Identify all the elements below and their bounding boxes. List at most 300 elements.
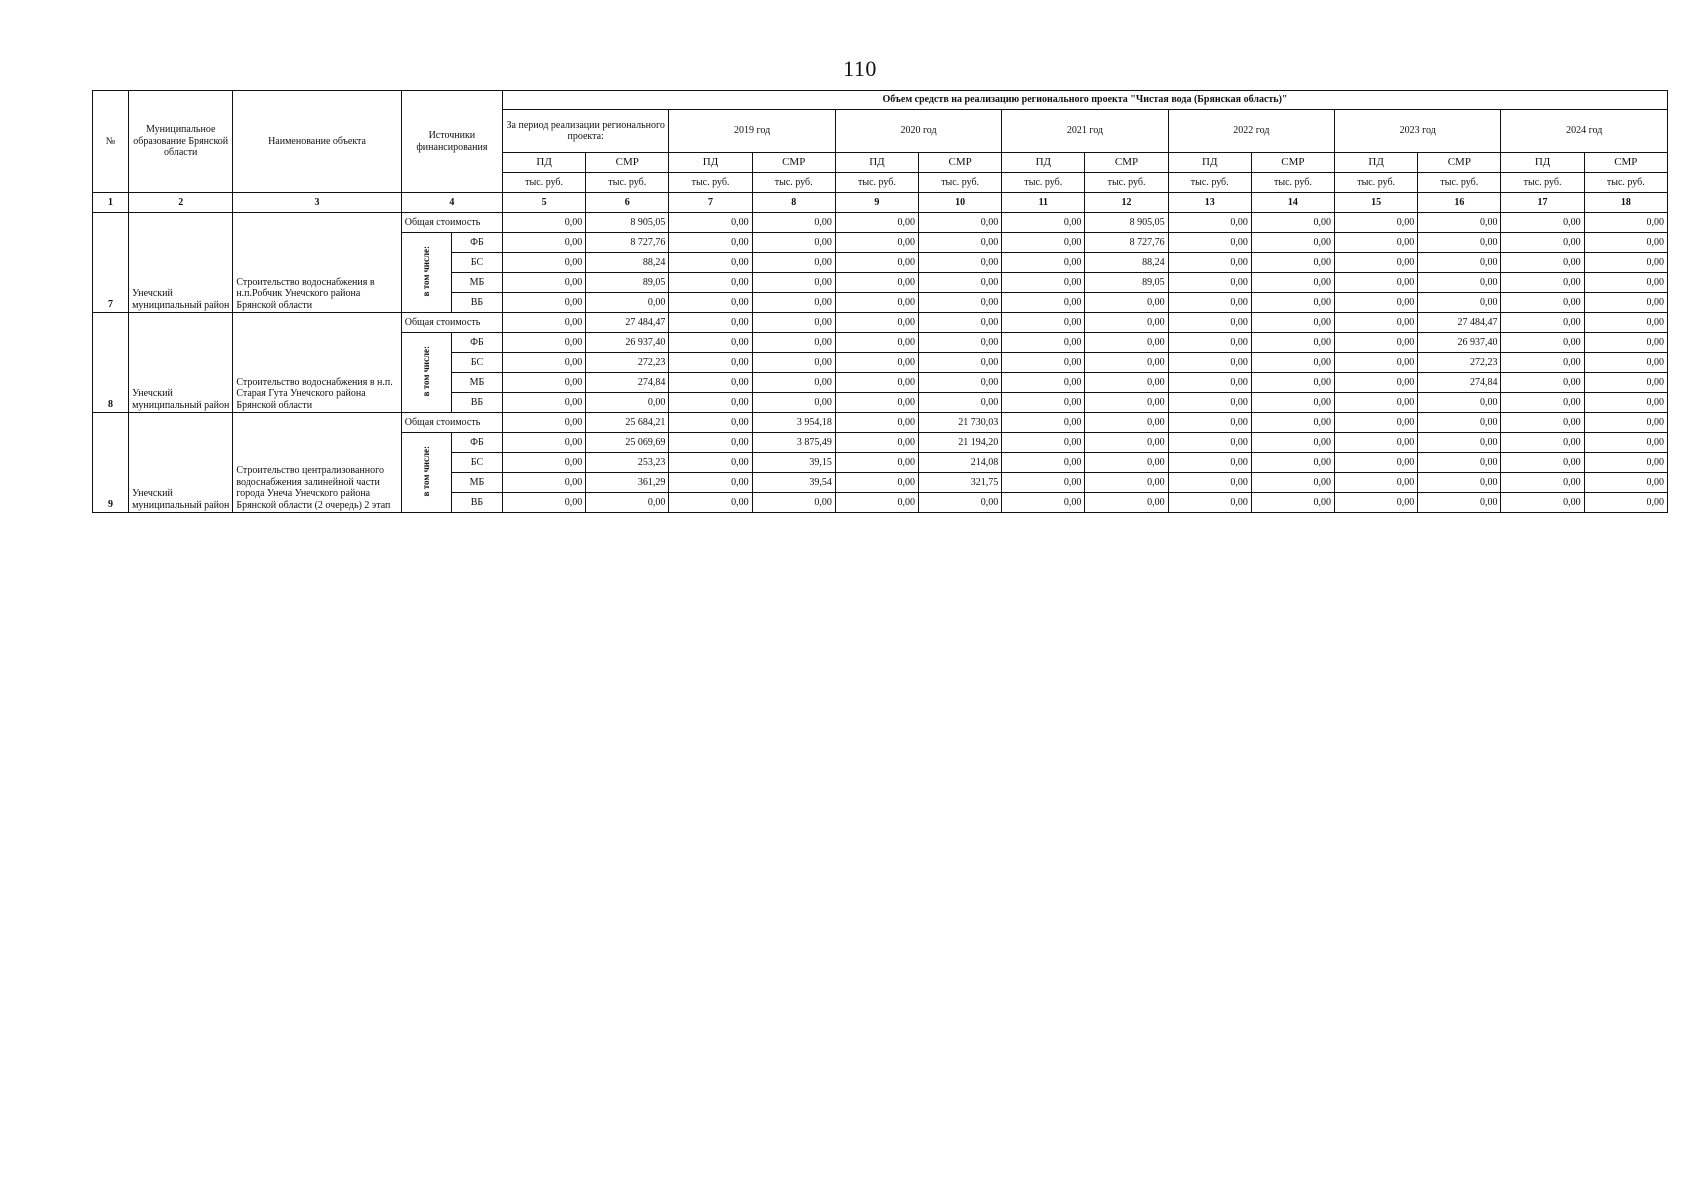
amount-cell: 0,00 bbox=[1584, 253, 1667, 273]
column-number: 5 bbox=[503, 193, 586, 213]
amount-cell: 0,00 bbox=[752, 273, 835, 293]
amount-cell: 0,00 bbox=[1501, 333, 1584, 353]
amount-cell: 0,00 bbox=[1168, 253, 1251, 273]
amount-cell: 0,00 bbox=[1002, 313, 1085, 333]
header-pd: ПД bbox=[669, 153, 752, 173]
header-smr: СМР bbox=[1418, 153, 1501, 173]
amount-cell: 0,00 bbox=[669, 433, 752, 453]
amount-cell: 0,00 bbox=[1335, 433, 1418, 453]
amount-cell: 0,00 bbox=[503, 373, 586, 393]
amount-cell: 3 954,18 bbox=[752, 413, 835, 433]
column-number: 3 bbox=[233, 193, 401, 213]
amount-cell: 0,00 bbox=[669, 333, 752, 353]
amount-cell: 0,00 bbox=[1251, 413, 1334, 433]
amount-cell: 0,00 bbox=[835, 293, 918, 313]
row-number: 7 bbox=[108, 298, 114, 310]
amount-cell: 0,00 bbox=[1168, 213, 1251, 233]
amount-cell: 27 484,47 bbox=[1418, 313, 1501, 333]
amount-cell: 0,00 bbox=[669, 453, 752, 473]
column-number: 8 bbox=[752, 193, 835, 213]
amount-cell: 0,00 bbox=[835, 333, 918, 353]
amount-cell: 8 727,76 bbox=[586, 233, 669, 253]
including-label: в том числе: bbox=[421, 445, 432, 496]
amount-cell: 274,84 bbox=[586, 373, 669, 393]
amount-cell: 0,00 bbox=[1584, 473, 1667, 493]
header-period: 2019 год bbox=[669, 110, 835, 153]
amount-cell: 0,00 bbox=[1418, 273, 1501, 293]
amount-cell: 0,00 bbox=[835, 253, 918, 273]
amount-cell: 3 875,49 bbox=[752, 433, 835, 453]
amount-cell: 0,00 bbox=[919, 213, 1002, 233]
row-number-cell bbox=[93, 313, 129, 413]
amount-cell: 0,00 bbox=[1335, 333, 1418, 353]
amount-cell: 0,00 bbox=[1501, 213, 1584, 233]
header-period: 2021 год bbox=[1002, 110, 1168, 153]
amount-cell: 0,00 bbox=[919, 293, 1002, 313]
amount-cell: 0,00 bbox=[1501, 473, 1584, 493]
header-unit: тыс. руб. bbox=[1335, 173, 1418, 193]
amount-cell: 0,00 bbox=[1168, 413, 1251, 433]
amount-cell: 0,00 bbox=[752, 353, 835, 373]
including-label: в том числе: bbox=[421, 345, 432, 396]
header-unit: тыс. руб. bbox=[1002, 173, 1085, 193]
municipality-name: Унечский муниципальный район bbox=[129, 413, 233, 513]
amount-cell: 0,00 bbox=[1418, 393, 1501, 413]
amount-cell: 0,00 bbox=[1335, 413, 1418, 433]
financing-table bbox=[92, 90, 1668, 513]
row-number: 9 bbox=[108, 498, 114, 510]
amount-cell: 0,00 bbox=[835, 353, 918, 373]
header-unit: тыс. руб. bbox=[669, 173, 752, 193]
amount-cell: 0,00 bbox=[1168, 333, 1251, 353]
amount-cell: 0,00 bbox=[1251, 213, 1334, 233]
header-municipality: Муниципальное образование Брянской области bbox=[129, 91, 233, 193]
amount-cell: 0,00 bbox=[1335, 213, 1418, 233]
header-pd: ПД bbox=[503, 153, 586, 173]
column-number: 1 bbox=[93, 193, 129, 213]
amount-cell: 0,00 bbox=[1002, 353, 1085, 373]
column-number: 4 bbox=[401, 193, 502, 213]
page-number: 110 bbox=[843, 56, 877, 81]
amount-cell: 0,00 bbox=[752, 333, 835, 353]
amount-cell: 214,08 bbox=[919, 453, 1002, 473]
amount-cell: 88,24 bbox=[1085, 253, 1168, 273]
amount-cell: 26 937,40 bbox=[586, 333, 669, 353]
header-unit: тыс. руб. bbox=[1251, 173, 1334, 193]
column-number: 14 bbox=[1251, 193, 1334, 213]
amount-cell: 0,00 bbox=[503, 313, 586, 333]
amount-cell: 0,00 bbox=[503, 393, 586, 413]
amount-cell: 0,00 bbox=[1168, 273, 1251, 293]
amount-cell: 0,00 bbox=[919, 333, 1002, 353]
amount-cell: 0,00 bbox=[669, 273, 752, 293]
amount-cell: 0,00 bbox=[919, 313, 1002, 333]
amount-cell: 0,00 bbox=[1251, 293, 1334, 313]
amount-cell: 0,00 bbox=[919, 253, 1002, 273]
amount-cell: 89,05 bbox=[1085, 273, 1168, 293]
column-number: 18 bbox=[1584, 193, 1667, 213]
amount-cell: 0,00 bbox=[1085, 333, 1168, 353]
amount-cell: 0,00 bbox=[503, 493, 586, 513]
amount-cell: 0,00 bbox=[835, 453, 918, 473]
funding-source: ФБ bbox=[451, 233, 502, 253]
amount-cell: 0,00 bbox=[1501, 373, 1584, 393]
amount-cell: 272,23 bbox=[1418, 353, 1501, 373]
header-smr: СМР bbox=[1251, 153, 1334, 173]
amount-cell: 0,00 bbox=[1002, 233, 1085, 253]
amount-cell: 0,00 bbox=[919, 273, 1002, 293]
amount-cell: 0,00 bbox=[1335, 293, 1418, 313]
amount-cell: 0,00 bbox=[1501, 353, 1584, 373]
amount-cell: 0,00 bbox=[503, 453, 586, 473]
column-number: 16 bbox=[1418, 193, 1501, 213]
amount-cell: 0,00 bbox=[1002, 273, 1085, 293]
amount-cell: 0,00 bbox=[1251, 433, 1334, 453]
row-number-cell bbox=[93, 413, 129, 513]
amount-cell: 0,00 bbox=[669, 413, 752, 433]
row-number-cell bbox=[93, 213, 129, 313]
amount-cell: 39,15 bbox=[752, 453, 835, 473]
header-period: 2024 год bbox=[1501, 110, 1668, 153]
amount-cell: 0,00 bbox=[503, 433, 586, 453]
amount-cell: 0,00 bbox=[1251, 273, 1334, 293]
header-unit: тыс. руб. bbox=[1418, 173, 1501, 193]
header-pd: ПД bbox=[835, 153, 918, 173]
header-pd: ПД bbox=[1168, 153, 1251, 173]
amount-cell: 88,24 bbox=[586, 253, 669, 273]
amount-cell: 0,00 bbox=[1168, 313, 1251, 333]
amount-cell: 0,00 bbox=[1584, 413, 1667, 433]
amount-cell: 0,00 bbox=[1335, 273, 1418, 293]
header-no: № bbox=[93, 91, 129, 193]
amount-cell: 27 484,47 bbox=[586, 313, 669, 333]
amount-cell: 0,00 bbox=[835, 433, 918, 453]
amount-cell: 0,00 bbox=[1418, 233, 1501, 253]
header-period: 2020 год bbox=[835, 110, 1001, 153]
amount-cell: 272,23 bbox=[586, 353, 669, 373]
header-smr: СМР bbox=[919, 153, 1002, 173]
header-volume-title: Объем средств на реализацию регионального проекта "Чистая вода (Брянская область)" bbox=[503, 91, 1668, 110]
including-label-cell bbox=[401, 333, 451, 413]
funding-source: БС bbox=[451, 253, 502, 273]
amount-cell: 0,00 bbox=[1418, 433, 1501, 453]
amount-cell: 0,00 bbox=[1251, 233, 1334, 253]
amount-cell: 0,00 bbox=[1584, 373, 1667, 393]
header-smr: СМР bbox=[1584, 153, 1667, 173]
amount-cell: 0,00 bbox=[1002, 453, 1085, 473]
including-label: в том числе: bbox=[421, 245, 432, 296]
funding-source: ВБ bbox=[451, 393, 502, 413]
amount-cell: 0,00 bbox=[1085, 493, 1168, 513]
amount-cell: 0,00 bbox=[1168, 393, 1251, 413]
amount-cell: 0,00 bbox=[835, 493, 918, 513]
amount-cell: 0,00 bbox=[1168, 453, 1251, 473]
header-unit: тыс. руб. bbox=[503, 173, 586, 193]
amount-cell: 21 730,03 bbox=[919, 413, 1002, 433]
amount-cell: 0,00 bbox=[669, 373, 752, 393]
column-number: 2 bbox=[129, 193, 233, 213]
amount-cell: 0,00 bbox=[1584, 353, 1667, 373]
amount-cell: 0,00 bbox=[503, 213, 586, 233]
column-number: 6 bbox=[586, 193, 669, 213]
amount-cell: 89,05 bbox=[586, 273, 669, 293]
column-number: 11 bbox=[1002, 193, 1085, 213]
amount-cell: 0,00 bbox=[1085, 393, 1168, 413]
amount-cell: 0,00 bbox=[1584, 493, 1667, 513]
total-cost-label: Общая стоимость bbox=[401, 313, 502, 333]
amount-cell: 0,00 bbox=[752, 313, 835, 333]
amount-cell: 0,00 bbox=[1335, 373, 1418, 393]
amount-cell: 0,00 bbox=[1002, 433, 1085, 453]
amount-cell: 0,00 bbox=[1251, 453, 1334, 473]
amount-cell: 0,00 bbox=[835, 313, 918, 333]
amount-cell: 0,00 bbox=[1002, 393, 1085, 413]
amount-cell: 0,00 bbox=[586, 293, 669, 313]
amount-cell: 0,00 bbox=[1584, 453, 1667, 473]
funding-source: МБ bbox=[451, 473, 502, 493]
amount-cell: 0,00 bbox=[1085, 413, 1168, 433]
amount-cell: 0,00 bbox=[503, 353, 586, 373]
amount-cell: 0,00 bbox=[1085, 473, 1168, 493]
header-pd: ПД bbox=[1335, 153, 1418, 173]
including-label-cell bbox=[401, 233, 451, 313]
amount-cell: 253,23 bbox=[586, 453, 669, 473]
funding-source: ФБ bbox=[451, 333, 502, 353]
amount-cell: 0,00 bbox=[586, 393, 669, 413]
amount-cell: 0,00 bbox=[919, 393, 1002, 413]
amount-cell: 0,00 bbox=[1501, 273, 1584, 293]
header-period: 2023 год bbox=[1335, 110, 1501, 153]
amount-cell: 0,00 bbox=[1251, 253, 1334, 273]
header-unit: тыс. руб. bbox=[919, 173, 1002, 193]
amount-cell: 26 937,40 bbox=[1418, 333, 1501, 353]
amount-cell: 8 905,05 bbox=[1085, 213, 1168, 233]
amount-cell: 361,29 bbox=[586, 473, 669, 493]
header-object: Наименование объекта bbox=[233, 91, 401, 193]
amount-cell: 0,00 bbox=[835, 473, 918, 493]
amount-cell: 0,00 bbox=[503, 273, 586, 293]
amount-cell: 0,00 bbox=[1418, 473, 1501, 493]
amount-cell: 321,75 bbox=[919, 473, 1002, 493]
amount-cell: 0,00 bbox=[1251, 373, 1334, 393]
amount-cell: 21 194,20 bbox=[919, 433, 1002, 453]
funding-source: БС bbox=[451, 453, 502, 473]
amount-cell: 0,00 bbox=[1251, 313, 1334, 333]
amount-cell: 0,00 bbox=[1085, 433, 1168, 453]
column-number: 15 bbox=[1335, 193, 1418, 213]
amount-cell: 0,00 bbox=[1335, 233, 1418, 253]
amount-cell: 0,00 bbox=[1085, 293, 1168, 313]
amount-cell: 0,00 bbox=[752, 233, 835, 253]
amount-cell: 0,00 bbox=[919, 353, 1002, 373]
header-pd: ПД bbox=[1002, 153, 1085, 173]
amount-cell: 0,00 bbox=[1085, 453, 1168, 473]
amount-cell: 25 684,21 bbox=[586, 413, 669, 433]
header-unit: тыс. руб. bbox=[835, 173, 918, 193]
amount-cell: 39,54 bbox=[752, 473, 835, 493]
column-number: 17 bbox=[1501, 193, 1584, 213]
amount-cell: 0,00 bbox=[669, 313, 752, 333]
amount-cell: 0,00 bbox=[1168, 293, 1251, 313]
amount-cell: 0,00 bbox=[1501, 313, 1584, 333]
amount-cell: 0,00 bbox=[503, 233, 586, 253]
amount-cell: 0,00 bbox=[1501, 293, 1584, 313]
amount-cell: 0,00 bbox=[1501, 413, 1584, 433]
funding-source: БС bbox=[451, 353, 502, 373]
amount-cell: 0,00 bbox=[1335, 253, 1418, 273]
amount-cell: 0,00 bbox=[919, 373, 1002, 393]
amount-cell: 0,00 bbox=[1168, 473, 1251, 493]
funding-source: ВБ bbox=[451, 293, 502, 313]
header-period: За период реализации регионального проекта: bbox=[503, 110, 669, 153]
amount-cell: 0,00 bbox=[1335, 493, 1418, 513]
amount-cell: 0,00 bbox=[669, 493, 752, 513]
header-unit: тыс. руб. bbox=[586, 173, 669, 193]
amount-cell: 0,00 bbox=[919, 493, 1002, 513]
funding-source: МБ bbox=[451, 273, 502, 293]
municipality-name: Унечский муниципальный район bbox=[129, 213, 233, 313]
column-number: 10 bbox=[919, 193, 1002, 213]
amount-cell: 0,00 bbox=[1002, 213, 1085, 233]
header-pd: ПД bbox=[1501, 153, 1584, 173]
amount-cell: 0,00 bbox=[1168, 493, 1251, 513]
amount-cell: 0,00 bbox=[835, 213, 918, 233]
header-unit: тыс. руб. bbox=[1085, 173, 1168, 193]
amount-cell: 0,00 bbox=[503, 333, 586, 353]
amount-cell: 274,84 bbox=[1418, 373, 1501, 393]
amount-cell: 0,00 bbox=[1418, 413, 1501, 433]
amount-cell: 0,00 bbox=[669, 213, 752, 233]
funding-source: МБ bbox=[451, 373, 502, 393]
amount-cell: 0,00 bbox=[669, 293, 752, 313]
amount-cell: 0,00 bbox=[1501, 433, 1584, 453]
header-unit: тыс. руб. bbox=[1584, 173, 1667, 193]
amount-cell: 0,00 bbox=[1501, 453, 1584, 473]
header-period: 2022 год bbox=[1168, 110, 1334, 153]
object-name: Строительство централизованного водоснабжения залинейной части города Унеча Унечского района Брянской области (2 очередь) 2 этап bbox=[233, 413, 401, 513]
amount-cell: 0,00 bbox=[1002, 253, 1085, 273]
amount-cell: 0,00 bbox=[1251, 353, 1334, 373]
column-number: 13 bbox=[1168, 193, 1251, 213]
amount-cell: 0,00 bbox=[1251, 473, 1334, 493]
amount-cell: 0,00 bbox=[835, 233, 918, 253]
amount-cell: 0,00 bbox=[835, 373, 918, 393]
amount-cell: 0,00 bbox=[1168, 373, 1251, 393]
header-smr: СМР bbox=[586, 153, 669, 173]
amount-cell: 0,00 bbox=[1584, 273, 1667, 293]
amount-cell: 25 069,69 bbox=[586, 433, 669, 453]
table-row bbox=[93, 413, 1668, 433]
amount-cell: 0,00 bbox=[1335, 353, 1418, 373]
amount-cell: 0,00 bbox=[503, 253, 586, 273]
amount-cell: 0,00 bbox=[1002, 373, 1085, 393]
total-cost-label: Общая стоимость bbox=[401, 213, 502, 233]
amount-cell: 0,00 bbox=[1584, 433, 1667, 453]
amount-cell: 0,00 bbox=[1584, 213, 1667, 233]
amount-cell: 0,00 bbox=[1335, 313, 1418, 333]
header-unit: тыс. руб. bbox=[752, 173, 835, 193]
amount-cell: 0,00 bbox=[1168, 233, 1251, 253]
amount-cell: 0,00 bbox=[1501, 393, 1584, 413]
amount-cell: 0,00 bbox=[1168, 353, 1251, 373]
amount-cell: 0,00 bbox=[752, 293, 835, 313]
header-unit: тыс. руб. bbox=[1501, 173, 1584, 193]
including-label-cell bbox=[401, 433, 451, 513]
amount-cell: 0,00 bbox=[1584, 333, 1667, 353]
amount-cell: 0,00 bbox=[1418, 293, 1501, 313]
amount-cell: 0,00 bbox=[669, 353, 752, 373]
amount-cell: 0,00 bbox=[1085, 373, 1168, 393]
amount-cell: 0,00 bbox=[1002, 333, 1085, 353]
amount-cell: 0,00 bbox=[1584, 313, 1667, 333]
amount-cell: 0,00 bbox=[1168, 433, 1251, 453]
amount-cell: 0,00 bbox=[1584, 393, 1667, 413]
amount-cell: 0,00 bbox=[503, 413, 586, 433]
amount-cell: 0,00 bbox=[669, 473, 752, 493]
header-smr: СМР bbox=[752, 153, 835, 173]
amount-cell: 0,00 bbox=[1002, 413, 1085, 433]
column-number: 7 bbox=[669, 193, 752, 213]
amount-cell: 0,00 bbox=[1584, 293, 1667, 313]
header-unit: тыс. руб. bbox=[1168, 173, 1251, 193]
header-column-numbers-row bbox=[93, 193, 1668, 213]
amount-cell: 0,00 bbox=[1085, 313, 1168, 333]
amount-cell: 8 727,76 bbox=[1085, 233, 1168, 253]
amount-cell: 0,00 bbox=[1085, 353, 1168, 373]
amount-cell: 0,00 bbox=[1335, 453, 1418, 473]
amount-cell: 0,00 bbox=[752, 373, 835, 393]
municipality-name: Унечский муниципальный район bbox=[129, 313, 233, 413]
amount-cell: 0,00 bbox=[752, 393, 835, 413]
funding-source: ФБ bbox=[451, 433, 502, 453]
table-header bbox=[93, 91, 1668, 213]
object-name: Строительство водоснабжения в н.п. Старая Гута Унечского района Брянской области bbox=[233, 313, 401, 413]
table-body bbox=[93, 213, 1668, 513]
amount-cell: 0,00 bbox=[1418, 213, 1501, 233]
amount-cell: 0,00 bbox=[752, 493, 835, 513]
column-number: 12 bbox=[1085, 193, 1168, 213]
table-row bbox=[93, 313, 1668, 333]
amount-cell: 0,00 bbox=[1501, 253, 1584, 273]
amount-cell: 8 905,05 bbox=[586, 213, 669, 233]
amount-cell: 0,00 bbox=[1501, 493, 1584, 513]
amount-cell: 0,00 bbox=[669, 253, 752, 273]
total-cost-label: Общая стоимость bbox=[401, 413, 502, 433]
row-number: 8 bbox=[108, 398, 114, 410]
table-row bbox=[93, 213, 1668, 233]
amount-cell: 0,00 bbox=[835, 393, 918, 413]
amount-cell: 0,00 bbox=[1002, 493, 1085, 513]
amount-cell: 0,00 bbox=[1002, 473, 1085, 493]
amount-cell: 0,00 bbox=[586, 493, 669, 513]
amount-cell: 0,00 bbox=[1002, 293, 1085, 313]
amount-cell: 0,00 bbox=[752, 253, 835, 273]
amount-cell: 0,00 bbox=[1335, 473, 1418, 493]
header-smr: СМР bbox=[1085, 153, 1168, 173]
amount-cell: 0,00 bbox=[1251, 493, 1334, 513]
amount-cell: 0,00 bbox=[503, 293, 586, 313]
amount-cell: 0,00 bbox=[1501, 233, 1584, 253]
column-number: 9 bbox=[835, 193, 918, 213]
amount-cell: 0,00 bbox=[1251, 393, 1334, 413]
amount-cell: 0,00 bbox=[669, 233, 752, 253]
amount-cell: 0,00 bbox=[835, 273, 918, 293]
amount-cell: 0,00 bbox=[1251, 333, 1334, 353]
amount-cell: 0,00 bbox=[1418, 453, 1501, 473]
amount-cell: 0,00 bbox=[503, 473, 586, 493]
amount-cell: 0,00 bbox=[835, 413, 918, 433]
amount-cell: 0,00 bbox=[1418, 493, 1501, 513]
